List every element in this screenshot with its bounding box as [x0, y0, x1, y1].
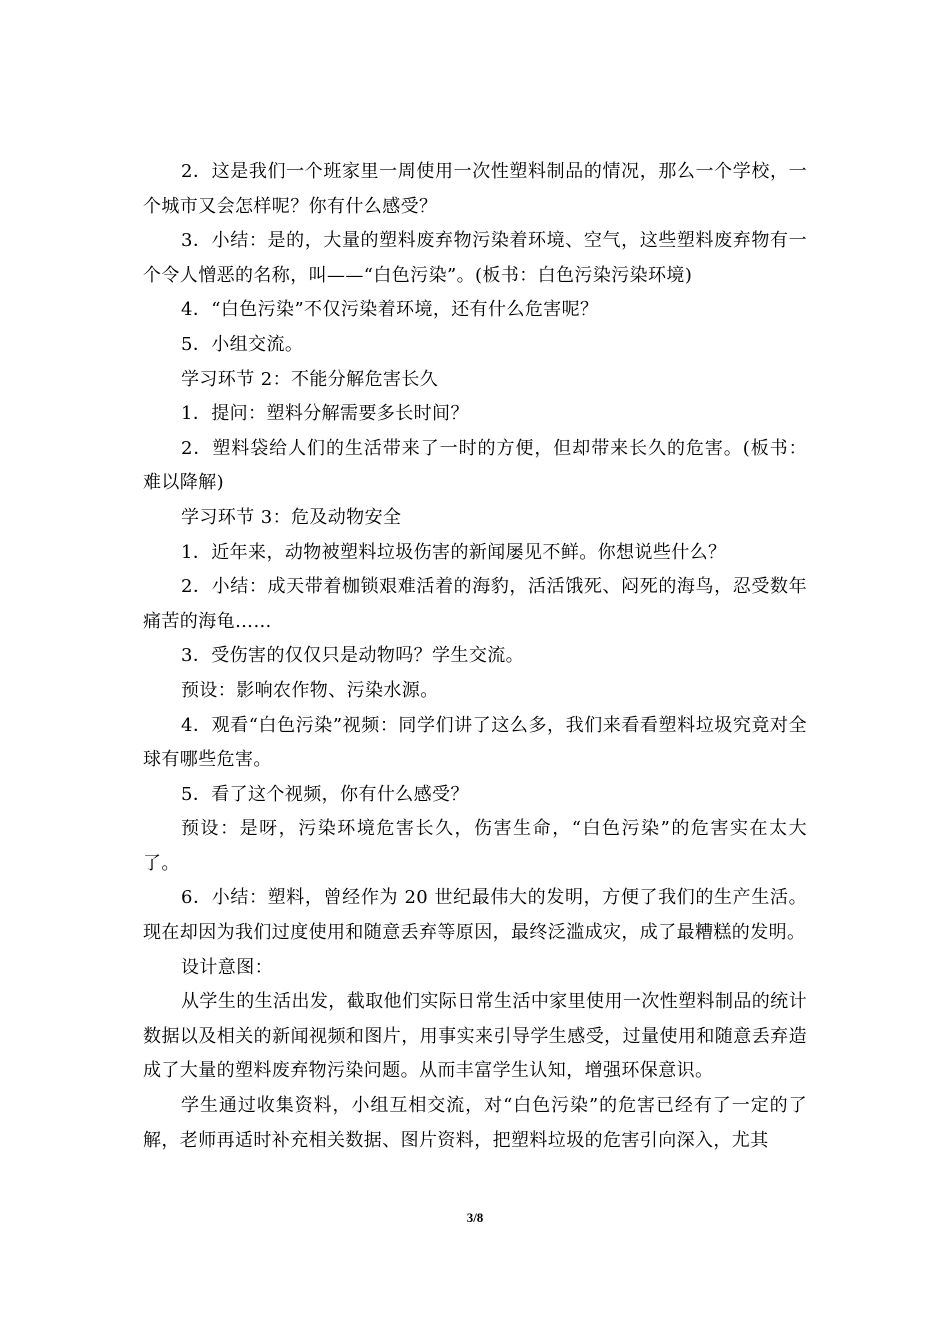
section-heading: 学习环节 2：不能分解危害长久 [181, 368, 439, 390]
paragraph: 2．塑料袋给人们的生活带来了一时的方便，但却带来长久的危害。(板书：难以降解) [143, 437, 807, 494]
paragraph: 6．小结：塑料，曾经作为 20 世纪最伟大的发明，方便了我们的生产生活。现在却因为我们过度使用和随意丢弃等原因，最终泛滥成灾，成了最糟糕的发明。 [143, 887, 807, 944]
paragraph: 3．小结：是的，大量的塑料废弃物污染着环境、空气，这些塑料废弃物有一个令人憎恶的名称，叫——“白色污染”。(板书：白色污染污染环境) [143, 230, 807, 286]
paragraph: 2．这是我们一个班家里一周使用一次性塑料制品的情况，那么一个学校，一个城市又会怎样呢？你有什么感受？ [143, 161, 807, 217]
paragraph: 1．提问：塑料分解需要多长时间？ [181, 403, 469, 425]
section-heading: 设计意图： [181, 956, 273, 978]
paragraph: 学生通过收集资料，小组互相交流，对“白色污染”的危害已经有了一定的了解，老师再适时补充相关数据、图片资料，把塑料垃圾的危害引向深入，尤其 [143, 1095, 807, 1151]
paragraph: 2．小结：成天带着枷锁艰难活着的海豹，活活饿死、闷死的海鸟，忍受数年痛苦的海龟…… [143, 576, 807, 632]
paragraph: 3．受伤害的仅仅只是动物吗？学生交流。 [181, 645, 525, 667]
paragraph: 4．“白色污染”不仅污染着环境，还有什么危害呢？ [181, 299, 599, 321]
paragraph: 从学生的生活出发，截取他们实际日常生活中家里使用一次性塑料制品的统计数据以及相关的新闻视频和图片，用事实来引导学生感受，过量使用和随意丢弃造成了大量的塑料废弃物污染问题。从而丰富学生认知，增强环保意识。 [143, 991, 807, 1082]
page-number: 3/8 [466, 1210, 484, 1225]
paragraph: 预设：影响农作物、污染水源。 [181, 679, 439, 701]
document-body [143, 155, 807, 1158]
paragraph: 5．看了这个视频，你有什么感受？ [181, 783, 469, 805]
paragraph: 4．观看“白色污染”视频：同学们讲了这么多，我们来看看塑料垃圾究竟对全球有哪些危害。 [143, 714, 807, 771]
paragraph: 预设：是呀，污染环境危害长久，伤害生命，“白色污染”的危害实在太大了。 [143, 818, 807, 874]
paragraph: 5．小组交流。 [181, 333, 304, 355]
paragraph: 1．近年来，动物被塑料垃圾伤害的新闻屡见不鲜。你想说些什么？ [181, 541, 727, 563]
section-heading: 学习环节 3：危及动物安全 [181, 506, 402, 528]
